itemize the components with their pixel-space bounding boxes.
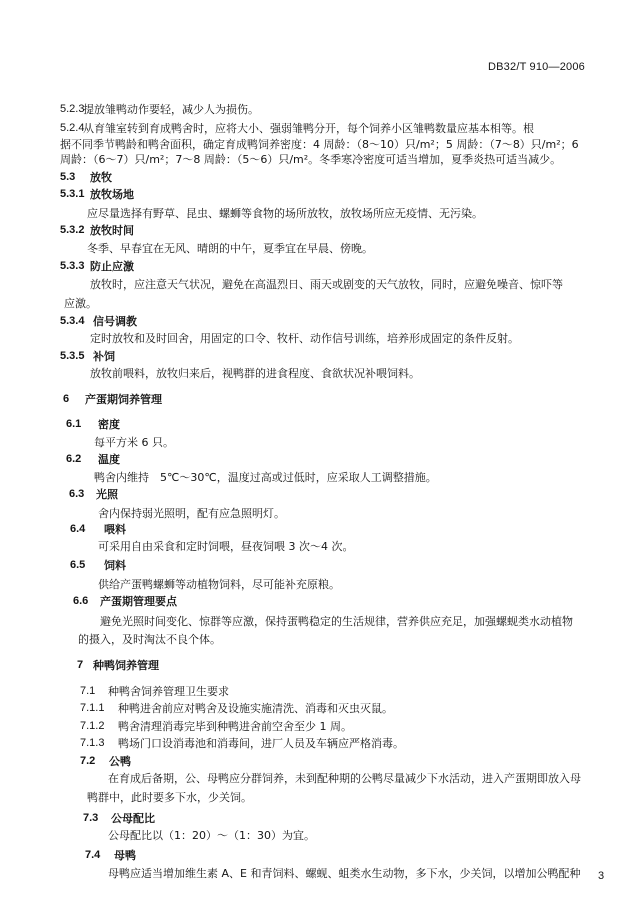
- clause-number: 6.5: [70, 559, 86, 571]
- section-heading: 放牧: [90, 171, 112, 184]
- paragraph-line: 定时放牧和及时回舍，用固定的口令、牧杆、动作信号训练，培养形成固定的条件反射。: [90, 332, 519, 345]
- section-heading: 饲料: [104, 559, 126, 572]
- clause-number: 5.2.3: [60, 103, 85, 115]
- paragraph-line: 可采用自由采食和定时饲喂，昼夜饲喂 3 次～4 次。: [98, 540, 354, 553]
- clause-number: 7.1.1: [80, 702, 105, 714]
- paragraph-line: 种鸭进舍前应对鸭舍及设施实施清洗、消毒和灭虫灭鼠。: [118, 702, 393, 715]
- paragraph-line: 周龄：（6～7）只/m²；7～8 周龄：（5～6）只/m²。冬季寒冷密度可适当增加，夏季炎热可适当减少。: [60, 153, 562, 166]
- clause-number: 5.3: [60, 171, 76, 183]
- section-heading: 放牧场地: [90, 188, 134, 201]
- clause-number: 5.3.5: [60, 350, 85, 362]
- clause-number: 7.4: [85, 849, 101, 861]
- paragraph-line: 放牧时，应注意天气状况，避免在高温烈日、雨天或剧变的天气放牧，同时，应避免噪音、惊吓等: [90, 278, 563, 291]
- paragraph-line: 鸭舍清理消毒完毕到种鸭进舍前空舍至少 1 周。: [118, 720, 352, 733]
- clause-number: 6.1: [66, 418, 82, 430]
- paragraph-line: 舍内保持弱光照明，配有应急照明灯。: [98, 507, 285, 520]
- section-heading: 母鸭: [114, 849, 136, 862]
- paragraph-line: 鸭场门口设消毒池和消毒间，进厂人员及车辆应严格消毒。: [118, 737, 404, 750]
- paragraph-line: 母鸭应适当增加维生素 A、E 和青饲料、螺蚬、蛆类水生动物，多下水，少关饲，以增加公鸭配种: [108, 867, 581, 880]
- paragraph-line: 提放雏鸭动作要轻，减少人为损伤。: [83, 103, 259, 116]
- section-heading: 产蛋期饲养管理: [85, 393, 162, 406]
- clause-number: 7: [77, 659, 84, 671]
- clause-number: 6.2: [66, 453, 82, 465]
- paragraph-line: 每平方米 6 只。: [94, 436, 174, 449]
- section-heading: 密度: [98, 418, 120, 431]
- paragraph-line: 避免光照时间变化、惊群等应激，保持蛋鸭稳定的生活规律，营养供应充足，加强螺蚬类水动植物: [100, 615, 573, 628]
- section-heading: 公鸭: [109, 755, 131, 768]
- paragraph-line: 从育雏室转到育成鸭舍时，应将大小、强弱雏鸭分开，每个饲养小区雏鸭数量应基本相等。根: [83, 122, 534, 135]
- clause-number: 7.2: [80, 755, 96, 767]
- section-heading: 温度: [98, 453, 120, 466]
- paragraph-line: 冬季、早春宜在无风、晴朗的中午，夏季宜在早晨、傍晚。: [87, 242, 373, 255]
- paragraph-line: 供给产蛋鸭螺蛳等动植物饲料，尽可能补充原粮。: [98, 578, 340, 591]
- clause-number: 7.1.3: [80, 737, 105, 749]
- clause-number: 6.3: [69, 488, 85, 500]
- paragraph-line: 据不同季节鸭龄和鸭舍面积，确定育成鸭饲养密度：4 周龄：（8～10）只/m²；5 周龄：（7～8）只/m²；6: [60, 138, 579, 151]
- paragraph-line: 应激。: [64, 297, 97, 310]
- section-heading: 喂料: [104, 523, 126, 536]
- section-heading: 产蛋期管理要点: [100, 595, 177, 608]
- section-heading: 补饲: [93, 350, 115, 363]
- section-heading: 公母配比: [111, 812, 155, 825]
- paragraph-line: 鸭舍内维持 5℃～30℃，温度过高或过低时，应采取人工调整措施。: [94, 471, 437, 484]
- clause-number: 5.3.3: [60, 260, 85, 272]
- clause-number: 7.1.2: [80, 720, 105, 732]
- section-heading: 防止应激: [90, 260, 134, 273]
- clause-number: 6: [63, 393, 70, 405]
- clause-number: 6.6: [73, 595, 89, 607]
- section-heading: 光照: [96, 488, 118, 501]
- page-number: 3: [598, 870, 605, 882]
- clause-number: 5.2.4: [60, 122, 85, 134]
- clause-number: 5.3.1: [60, 188, 85, 200]
- paragraph-line: 应尽量选择有野草、昆虫、螺蛳等食物的场所放牧，放牧场所应无疫情、无污染。: [87, 207, 483, 220]
- paragraph-line: 种鸭舍饲养管理卫生要求: [108, 685, 229, 698]
- paragraph-line: 公母配比以（1：20）～（1：30）为宜。: [108, 829, 315, 842]
- clause-number: 7.3: [83, 812, 99, 824]
- clause-number: 5.3.4: [60, 315, 85, 327]
- section-heading: 放牧时间: [90, 224, 134, 237]
- paragraph-line: 的摄入，及时淘汰不良个体。: [78, 633, 221, 646]
- standard-code: DB32/T 910—2006: [488, 61, 585, 73]
- paragraph-line: 放牧前喂料，放牧归来后，视鸭群的进食程度、食欲状况补喂饲料。: [90, 367, 420, 380]
- section-heading: 种鸭饲养管理: [93, 659, 159, 672]
- paragraph-line: 在育成后备期，公、母鸭应分群饲养，未到配种期的公鸭尽量减少下水活动，进入产蛋期即放入母: [108, 772, 581, 785]
- clause-number: 6.4: [70, 523, 86, 535]
- paragraph-line: 鸭群中，此时要多下水，少关饲。: [87, 791, 252, 804]
- section-heading: 信号调教: [93, 315, 137, 328]
- clause-number: 7.1: [80, 685, 96, 697]
- clause-number: 5.3.2: [60, 224, 85, 236]
